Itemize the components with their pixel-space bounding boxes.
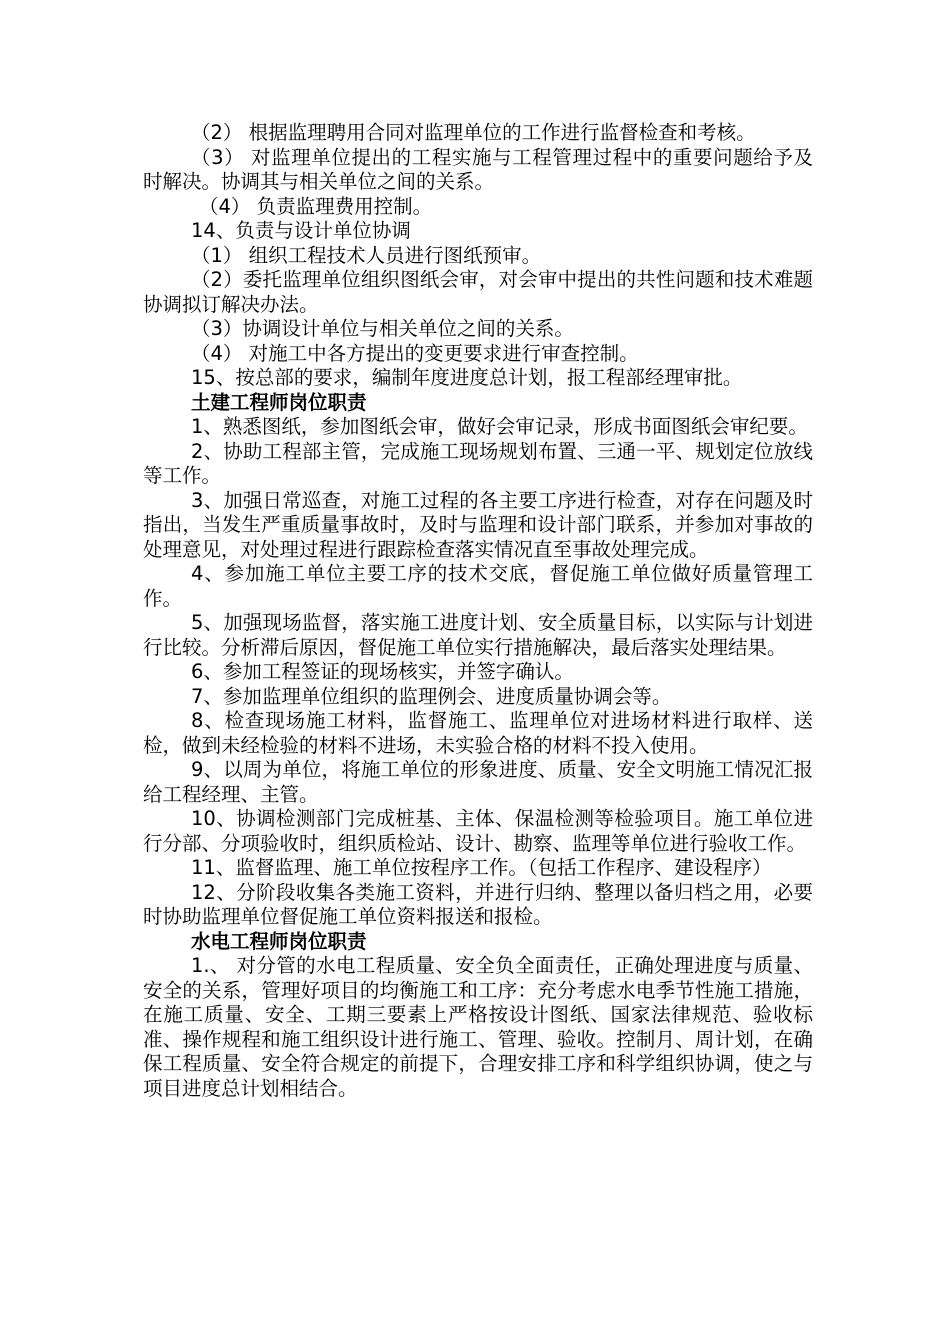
civil-item: 12、分阶段收集各类施工资料，并进行归纳、整理以备归档之用，必要时协助监理单位督促施工单位资料报送和报检。 [143,880,813,928]
civil-item: 2、协助工程部主管，完成施工现场规划布置、三通一平、规划定位放线等工作。 [143,439,813,487]
paragraph: 15、按总部的要求，编制年度进度总计划，报工程部经理审批。 [191,366,743,389]
civil-item: 7、参加监理单位组织的监理例会、进度质量协调会等。 [191,684,672,708]
paragraph: （2） 根据监理聘用合同对监理单位的工作进行监督检查和考核。 [191,121,756,144]
civil-item: 1、熟悉图纸，参加图纸会审，做好会审记录，形成书面图纸会审纪要。 [191,415,808,438]
paragraph: （4） 负责监理费用控制。 [199,194,433,218]
mep-item: 1.、 对分管的水电工程质量、安全负全面责任，正确处理进度与质量、安全的关系，管理好项目的均衡施工和工序：充分考虑水电季节性施工措施，在施工质量、安全、工期三要素上严格按设计图纸、国家法律规范、验收标准、操作规程和施工组织设计进行施工、管理、验收。控制月、周计划，在确保工程质量、安全符合规定的前提下，合理安排工序和科学组织协调，使之与项目进度总计划相结合。 [143,954,813,1100]
civil-item: 11、监督监理、施工单位按程序工作。（包括工作程序、建设程序） [191,856,772,879]
civil-item: 8、检查现场施工材料，监督施工、监理单位对进场材料进行取样、送检，做到未经检验的材料不进场，未实验合格的材料不投入使用。 [143,709,813,757]
civil-item: 10、协调检测部门完成桩基、主体、保温检测等检验项目。施工单位进行分部、分项验收时，组织质检站、设计、勘察、监理等单位进行验收工作。 [143,807,813,855]
document-body [143,121,813,1101]
civil-item: 3、加强日常巡查，对施工过程的各主要工序进行检查，对存在问题及时指出，当发生严重质量事故时，及时与监理和设计部门联系，并参加对事故的处理意见，对处理过程进行跟踪检查落实情况直至事故处理完成。 [143,488,813,561]
paragraph: （4） 对施工中各方提出的变更要求进行审查控制。 [191,341,639,365]
civil-item: 6、参加工程签证的现场核实，并签字确认。 [191,660,574,683]
paragraph: （2）委托监理单位组织图纸会审，对会审中提出的共性问题和技术难题协调拟订解决办法。 [143,268,813,316]
civil-item: 4、参加施工单位主要工序的技术交底，督促施工单位做好质量管理工作。 [143,562,813,610]
paragraph: （3） 对监理单位提出的工程实施与工程管理过程中的重要问题给予及时解决。协调其与相关单位之间的关系。 [143,145,813,193]
paragraph: 14、负责与设计单位协调 [191,219,411,242]
civil-item: 5、加强现场监督，落实施工进度计划、安全质量目标，以实际与计划进行比较。分析滞后原因，督促施工单位实行措施解决，最后落实处理结果。 [143,611,813,659]
civil-item: 9、以周为单位，将施工单位的形象进度、质量、安全文明施工情况汇报给工程经理、主管。 [143,758,813,806]
paragraph: （3）协调设计单位与相关单位之间的关系。 [191,317,574,340]
section-heading-mep: 水电工程师岗位职责 [191,929,367,953]
section-heading-civil: 土建工程师岗位职责 [191,390,367,414]
paragraph: （1） 组织工程技术人员进行图纸预审。 [191,243,542,267]
